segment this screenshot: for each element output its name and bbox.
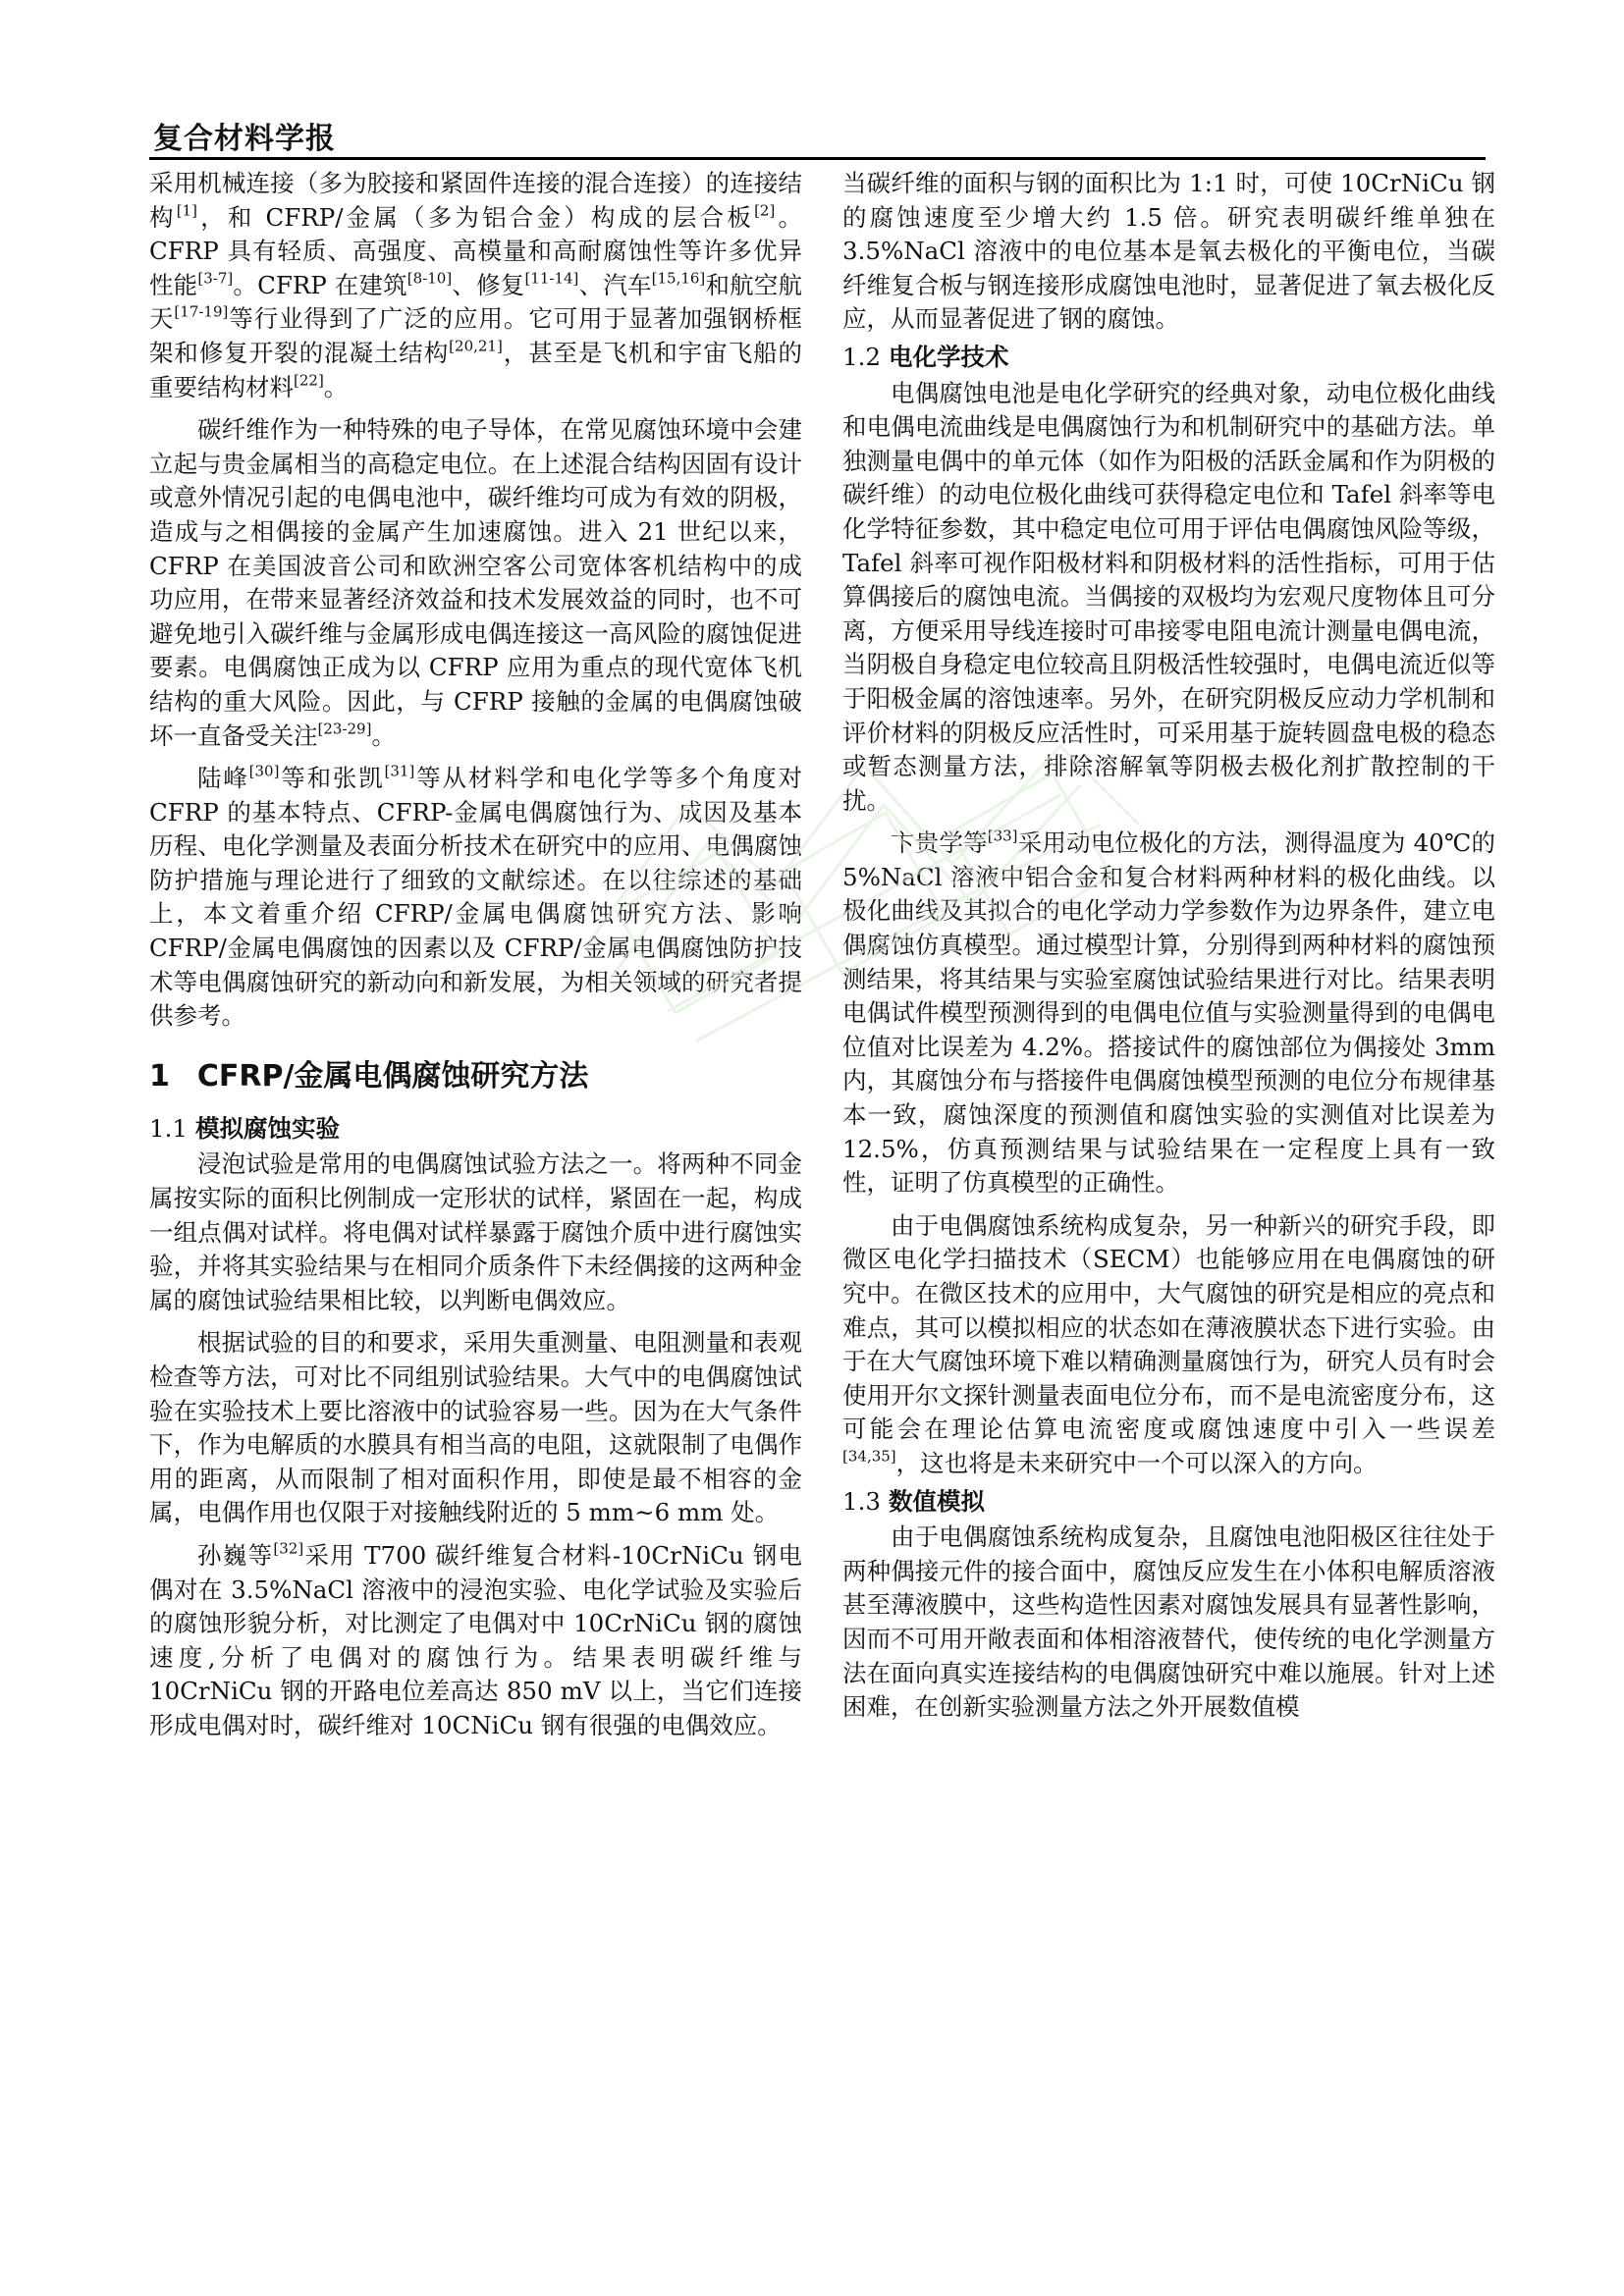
paragraph	[149, 762, 802, 1034]
text-run: 。	[323, 372, 349, 401]
citation-ref: [34,35]	[842, 1447, 896, 1466]
paragraph	[842, 827, 1495, 1201]
text-run: 根据试验的目的和要求，采用失重测量、电阻测量和表观检查等方法，可对比不同组别试验结果。大气中的电偶腐蚀试验在实验技术上要比溶液中的试验容易一些。因为在大气条件下，作为电解质的水膜具有相当高的电阻，这就限制了电偶作用的距离，从而限制了相对面积作用，即使是最不相容的金属，电偶作用也仅限于对接触线附近的 5 mm~6 mm 处。	[149, 1328, 802, 1527]
section-title: CFRP/金属电偶腐蚀研究方法	[196, 1058, 589, 1094]
citation-ref: [32]	[273, 1539, 304, 1558]
text-run: 孙巍等	[197, 1540, 274, 1570]
text-run: 浸泡试验是常用的电偶腐蚀试验方法之一。将两种不同金属按实际的面积比例制成一定形状的试样，紧固在一起，构成一组点偶对试样。将电偶对试样暴露于腐蚀介质中进行腐蚀实验，并将其实验结果与在相同介质条件下未经偶接的这两种金属的腐蚀试验结果相比较，以判断电偶效应。	[149, 1149, 802, 1314]
paragraph	[842, 377, 1495, 819]
citation-ref: [1]	[176, 201, 197, 220]
text-run: ，甚至是飞机和宇宙飞船的重要结构材料	[149, 338, 802, 401]
citation-ref: [11-14]	[524, 269, 579, 288]
text-run: 采用动电位极化的方法，测得温度为 40℃的 5%NaCl 溶液中铝合金和复合材料两种材料的极化曲线。以极化曲线及其拟合的电化学动力学参数作为边界条件，建立电偶腐蚀仿真模型。通过模型计算，分别得到两种材料的腐蚀预测结果，将其结果与实验室腐蚀试验结果进行对比。结果表明电偶试件模型预测得到的电偶电位值与实验测量得到的电偶电位值对比误差为 4.2%。搭接试件的腐蚀部位为偶接处 3mm 内，其腐蚀分布与搭接件电偶腐蚀模型预测的电位分布规律基本一致，腐蚀深度的预测值和腐蚀实验的实测值对比误差为 12.5%，仿真预测结果与试验结果在一定程度上具有一致性，证明了仿真模型的正确性。	[842, 828, 1495, 1198]
subsection-heading	[842, 341, 1495, 375]
citation-ref: [22]	[294, 371, 324, 390]
citation-ref: [30]	[248, 762, 280, 780]
text-run: 当碳纤维的面积与钢的面积比为 1:1 时，可使 10CrNiCu 钢的腐蚀速度至少增大约 1.5 倍。研究表明碳纤维单独在 3.5%NaCl 溶液中的电位基本是氧去极化的平衡电位，当碳纤维复合板与钢连接形成腐蚀电池时，显著促进了氧去极化反应，从而显著促进了钢的腐蚀。	[842, 169, 1495, 334]
text-run: 采用机械连接（多为胶接和紧固件连接的混合连接）的连接结构	[149, 169, 802, 232]
text-run: 碳纤维作为一种特殊的电子导体，在常见腐蚀环境中会建立起与贵金属相当的高稳定电位。在上述混合结构因固有设计或意外情况引起的电偶电池中，碳纤维均可成为有效的阴极，造成与之相偶接的金属产生加速腐蚀。进入 21 世纪以来，CFRP 在美国波音公司和欧洲空客公司宽体客机结构中的成功应用，在带来显著经济效益和技术发展效益的同时，也不可避免地引入碳纤维与金属形成电偶连接这一高风险的腐蚀促进要素。电偶腐蚀正成为以 CFRP 应用为重点的现代宽体飞机结构的重大风险。因此，与 CFRP 接触的金属的电偶腐蚀破坏一直备受关注	[149, 415, 802, 750]
citation-ref: [20,21]	[449, 337, 503, 355]
subsection-number: 1.1	[149, 1113, 188, 1143]
text-run: 由于电偶腐蚀系统构成复杂，另一种新兴的研究手段，即微区电化学扫描技术（SECM）也能够应用在电偶腐蚀的研究中。在微区技术的应用中，大气腐蚀的研究是相应的亮点和难点，其可以模拟相应的状态如在薄液膜状态下进行实验。由于在大气腐蚀环境下难以精确测量腐蚀行为，研究人员有时会使用开尔文探针测量表面电位分布，而不是电流密度分布，这可能会在理论估算电流密度或腐蚀速度中引入一些误差	[842, 1210, 1495, 1444]
citation-ref: [15,16]	[651, 269, 706, 288]
text-run: 采用 T700 碳纤维复合材料-10CrNiCu 钢电偶对在 3.5%NaCl 溶液中的浸泡实验、电化学试验及实验后的腐蚀形貌分析，对比测定了电偶对中 10CrNiCu 钢的腐蚀速度,分析了电偶对的腐蚀行为。结果表明碳纤维与 10CrNiCu 钢的开路电位差高达 850 mV 以上，当它们连接形成电偶对时，碳纤维对 10CNiCu 钢有很强的电偶效应。	[149, 1540, 802, 1739]
section-number: 1	[149, 1058, 170, 1094]
citation-ref: [17-19]	[174, 302, 229, 321]
citation-ref: [31]	[384, 762, 415, 780]
subsection-number: 1.2	[842, 342, 881, 371]
paragraph	[149, 1539, 802, 1743]
citation-ref: [2]	[754, 201, 776, 220]
text-run: 等和张凯	[279, 764, 385, 793]
text-run: 。CFRP 具有轻质、高强度、高模量和高耐腐蚀性等许多优异性能	[149, 202, 802, 299]
citation-ref: [8-10]	[406, 269, 453, 288]
text-run: 陆峰	[197, 764, 249, 793]
journal-title: 复合材料学报	[153, 122, 336, 156]
section-heading	[149, 1057, 802, 1096]
text-run: 电偶腐蚀电池是电化学研究的经典对象，动电位极化曲线和电偶电流曲线是电偶腐蚀行为和机制研究中的基础方法。单独测量电偶中的单元体（如作为阳极的活跃金属和作为阴极的碳纤维）的动电位极化曲线可获得稳定电位和 Tafel 斜率等电化学特征参数，其中稳定电位可用于评估电偶腐蚀风险等级，Tafel 斜率可视作阳极材料和阴极材料的活性指标，可用于估算偶接后的腐蚀电流。当偶接的双极均为宏观尺度物体且可分离，方便采用导线连接时可串接零电阻电流计测量电偶电流，当阴极自身稳定电位较高且阴极活性较强时，电偶电流近似等于阳极金属的溶蚀速率。另外，在研究阴极反应动力学机制和评价材料的阴极反应活性时，可采用基于旋转圆盘电极的稳态或暂态测量方法，排除溶解氧等阴极去极化剂扩散控制的干扰。	[842, 378, 1495, 815]
text-run: ，这也将是未来研究中一个可以深入的方向。	[895, 1448, 1378, 1477]
paragraph	[149, 1326, 802, 1530]
subsection-title: 电化学技术	[888, 342, 1009, 371]
text-run: ，和 CFRP/金属（多为铝合金）构成的层合板	[196, 202, 755, 232]
text-run: 等从材料学和电化学等多个角度对 CFRP 的基本特点、CFRP-金属电偶腐蚀行为、成因及基本历程、电化学测量及表面分析技术在研究中的应用、电偶腐蚀防护措施与理论进行了细致的文献综述。在以往综述的基础上，本文着重介绍 CFRP/金属电偶腐蚀研究方法、影响 CFRP/金属电偶腐蚀的因素以及 CFRP/金属电偶腐蚀防护技术等电偶腐蚀研究的新动向和新发展，为相关领域的研究者提供参考。	[149, 764, 802, 1031]
subsection-heading	[842, 1485, 1495, 1520]
paragraph	[149, 167, 802, 404]
paragraph	[842, 1209, 1495, 1481]
subsection-heading	[149, 1112, 802, 1147]
citation-ref: [3-7]	[197, 269, 234, 288]
subsection-title: 模拟腐蚀实验	[194, 1113, 340, 1143]
paragraph	[842, 1521, 1495, 1725]
paragraph	[149, 413, 802, 753]
text-run: 卞贵学等	[891, 828, 988, 858]
text-run: 、修复	[452, 270, 525, 299]
left-column	[149, 167, 802, 2238]
paragraph	[842, 167, 1495, 337]
text-run: 和航空航天	[149, 270, 802, 334]
text-run: 。CFRP 在建筑	[233, 270, 407, 299]
paragraph	[149, 1148, 802, 1317]
subsection-title: 数值模拟	[888, 1486, 985, 1516]
text-run: 由于电偶腐蚀系统构成复杂，且腐蚀电池阳极区往往处于两种偶接元件的接合面中，腐蚀反应发生在小体积电解质溶液甚至薄液膜中，这些构造性因素对腐蚀发展具有显著性影响，因而不可用开敞表面和体相溶液替代，使传统的电化学测量方法在面向真实连接结构的电偶腐蚀研究中难以施展。针对上述困难，在创新实验测量方法之外开展数值模	[842, 1522, 1495, 1722]
citation-ref: [33]	[987, 827, 1018, 845]
header-rule	[149, 157, 1486, 160]
text-run: 。	[371, 721, 396, 750]
subsection-number: 1.3	[842, 1486, 881, 1516]
text-run: 、汽车	[578, 270, 652, 299]
citation-ref: [23-29]	[317, 720, 372, 737]
text-run: 等行业得到了广泛的应用。它可用于显著加强钢桥框架和修复开裂的混凝土结构	[149, 304, 802, 367]
right-column	[842, 167, 1495, 2238]
